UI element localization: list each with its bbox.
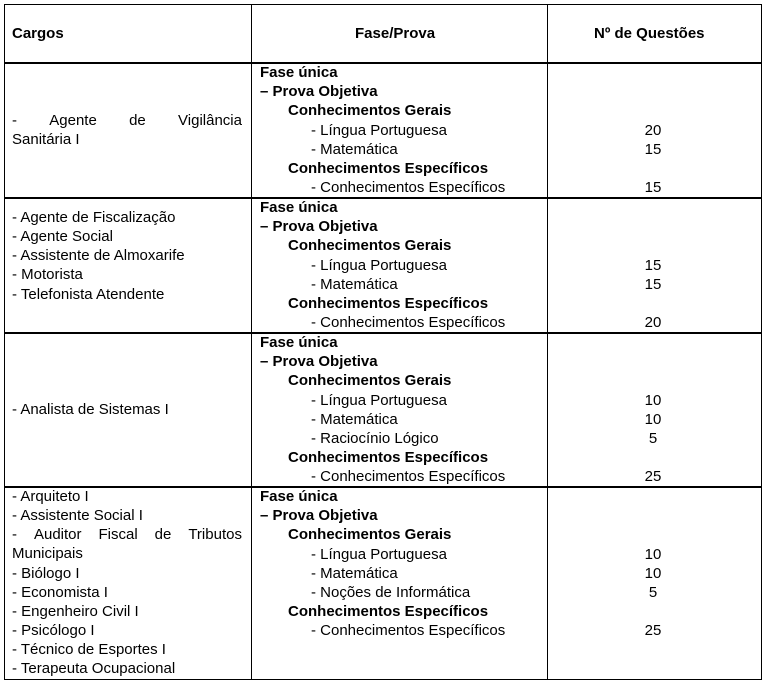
cargo-item: - Agente de Fiscalização (12, 209, 176, 226)
prova-label: – Prova Objetiva (260, 83, 378, 100)
cargo-item: - Telefonista Atendente (12, 286, 165, 303)
question-count: 25 (644, 468, 662, 485)
subject-item: - Raciocínio Lógico (311, 430, 439, 447)
question-count: 15 (644, 257, 662, 274)
section-label: Conhecimentos Específicos (288, 160, 489, 177)
cargo-item: - Economista I (12, 584, 108, 601)
subject-item: - Língua Portuguesa (311, 257, 447, 274)
question-count: 20 (644, 314, 662, 331)
subject-item: - Conhecimentos Específicos (311, 179, 506, 196)
subject-item: - Matemática (311, 141, 398, 158)
cargo-item: - Terapeuta Ocupacional (12, 660, 176, 677)
subject-item: - Conhecimentos Específicos (311, 622, 506, 639)
cargo-item: Municipais (12, 545, 83, 562)
cargo-item: - Agente Social (12, 228, 113, 245)
subject-item: - Noções de Informática (311, 584, 471, 601)
question-count: 10 (644, 392, 662, 409)
row-divider (5, 332, 761, 334)
cargo-item: - Analista de Sistemas I (12, 401, 169, 418)
subject-item: - Conhecimentos Específicos (311, 314, 506, 331)
subject-item: - Matemática (311, 565, 398, 582)
question-count: 10 (644, 565, 662, 582)
header-cargos: Cargos (12, 25, 64, 42)
fase-label: Fase única (260, 334, 338, 351)
fase-label: Fase única (260, 199, 338, 216)
column-divider (251, 5, 252, 679)
section-label: Conhecimentos Específicos (288, 449, 489, 466)
question-count: 5 (648, 584, 658, 601)
row-divider (5, 197, 761, 199)
question-count: 15 (644, 179, 662, 196)
prova-label: – Prova Objetiva (260, 218, 378, 235)
subject-item: - Língua Portuguesa (311, 392, 447, 409)
section-label: Conhecimentos Gerais (288, 372, 452, 389)
question-count: 10 (644, 411, 662, 428)
header-num-questoes: Nº de Questões (594, 25, 705, 42)
subject-item: - Matemática (311, 411, 398, 428)
cargo-item: - Engenheiro Civil I (12, 603, 139, 620)
cargo-item: - Psicólogo I (12, 622, 95, 639)
section-label: Conhecimentos Específicos (288, 603, 489, 620)
cargo-item: - Assistente de Almoxarife (12, 247, 185, 264)
question-count: 20 (644, 122, 662, 139)
prova-label: – Prova Objetiva (260, 353, 378, 370)
cargo-item: - Agente de Vigilância (12, 112, 242, 129)
subject-item: - Língua Portuguesa (311, 122, 447, 139)
row-divider (5, 486, 761, 488)
fase-label: Fase única (260, 64, 338, 81)
section-label: Conhecimentos Gerais (288, 237, 452, 254)
section-label: Conhecimentos Gerais (288, 102, 452, 119)
subject-item: - Língua Portuguesa (311, 546, 447, 563)
cargo-item: - Técnico de Esportes I (12, 641, 166, 658)
header-divider (5, 62, 761, 64)
question-count: 15 (644, 141, 662, 158)
header-fase-prova: Fase/Prova (355, 25, 436, 42)
prova-label: – Prova Objetiva (260, 507, 378, 524)
exam-table (4, 4, 762, 680)
subject-item: - Conhecimentos Específicos (311, 468, 506, 485)
fase-label: Fase única (260, 488, 338, 505)
column-divider (547, 5, 548, 679)
subject-item: - Matemática (311, 276, 398, 293)
cargo-item: - Arquiteto I (12, 488, 89, 505)
cargo-item: - Motorista (12, 266, 83, 283)
question-count: 15 (644, 276, 662, 293)
section-label: Conhecimentos Gerais (288, 526, 452, 543)
cargo-item: - Auditor Fiscal de Tributos (12, 526, 242, 543)
cargo-item: Sanitária I (12, 131, 80, 148)
question-count: 25 (644, 622, 662, 639)
row1-cargos (12, 111, 242, 149)
question-count: 5 (648, 430, 658, 447)
cargo-item: - Biólogo I (12, 565, 80, 582)
cargo-item: - Assistente Social I (12, 507, 143, 524)
question-count: 10 (644, 546, 662, 563)
section-label: Conhecimentos Específicos (288, 295, 489, 312)
